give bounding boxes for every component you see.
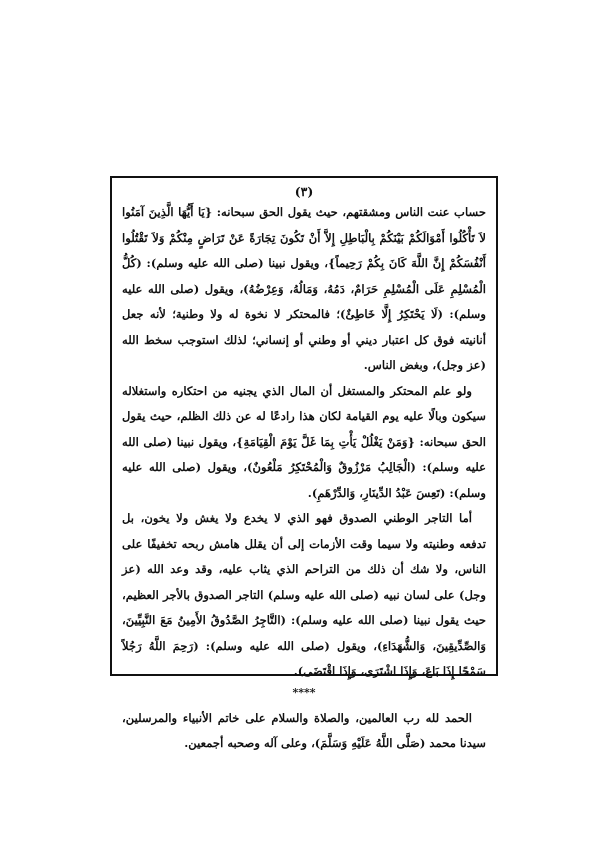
section-separator: **** [292, 685, 316, 699]
paragraph-hoarder-punishment: ولو علم المحتكر والمستغل أن المال الذي يجنيه من احتكاره واستغلاله سيكون وبالًا عليه يوم القيامة لكان هذا رادعًا له عن ذلك الظلم، حيث يقول الحق سبحانه: {وَمَنْ يَغْلُلْ يَأْتِ بِمَا غَلَّ يَوْمَ الْقِيَامَةِ}، ويقول نبينا (صلى الله عليه وسلم): (الْجَالِبُ مَرْزُوقٌ وَالْمُحْتَكِرُ مَلْعُونٌ)، ويقول (صلى الله عليه وسلم): (تَعِسَ عَبْدُ الدِّينَارِ، وَالدِّرْهَمِ). [122, 383, 486, 500]
closing-paragraph: الحمد لله رب العالمين، والصلاة والسلام على خاتم الأنبياء والمرسلين، سيدنا محمد (صَلَّى اللَّهُ عَلَيْهِ وَسَلَّمَ)، وعلى آله وصحبه أجمعين. [122, 710, 486, 750]
paragraph-hoarding-prohibition: حساب عنت الناس ومشقتهم، حيث يقول الحق سبحانه: {يَا أَيُّهَا الَّذِينَ آمَنُوا لاَ تَأْكُلُوا أَمْوَالَكُمْ بَيْنَكُمْ بِالْبَاطِلِ إِلاَّ أَنْ تَكُونَ تِجَارَةً عَنْ تَرَاضٍ مِنْكُمْ وَلاَ تَقْتُلُوا أَنْفُسَكُمْ إِنَّ اللَّهَ كَانَ بِكُمْ رَحِيماً}، ويقول نبينا (صلى الله عليه وسلم): (كُلُّ الْمُسْلِمِ عَلَى الْمُسْلِمِ حَرَامٌ، دَمُهُ، وَمَالُهُ، وَعِرْضُهُ)، ويقول (صلى الله عليه وسلم): (لَا يَحْتَكِرُ إِلَّا خَاطِئٌ)؛ فالمحتكر لا نخوة له ولا وطنية؛ لأنه جعل أنانيته فوق كل اعتبار ديني أو وطني أو إنساني؛ لذلك استوجب سخط الله (عز وجل)، وبغض الناس. [122, 205, 486, 372]
sermon-page-frame [110, 176, 498, 750]
page-number: (٣) [294, 184, 314, 199]
paragraph-honest-merchant: أما التاجر الوطني الصدوق فهو الذي لا يخدع ولا يغش ولا يخون، بل تدفعه وطنيته ولا سيما وقت الأزمات إلى أن يقلل هامش ربحه تخفيفًا على الناس، ولا شك أن ذلك من التراحم الذي يثاب عليه، وقد وعد الله (عز وجل) على لسان نبيه (صلى الله عليه وسلم) التاجر الصدوق بالأجر العظيم، حيث يقول نبينا (صلى الله عليه وسلم): (التَّاجِرُ الصَّدُوقُ الأَمِينُ مَعَ النَّبِيِّينَ، وَالصِّدِّيقِينَ، وَالشُّهَدَاءِ)، ويقول (صلى الله عليه وسلم): (رَحِمَ اللَّهُ رَجُلاً سَمْحًا إِذَا بَاعَ، وَإِذَا اشْتَرَى، وَإِذَا اقْتَضَى). [122, 511, 486, 678]
